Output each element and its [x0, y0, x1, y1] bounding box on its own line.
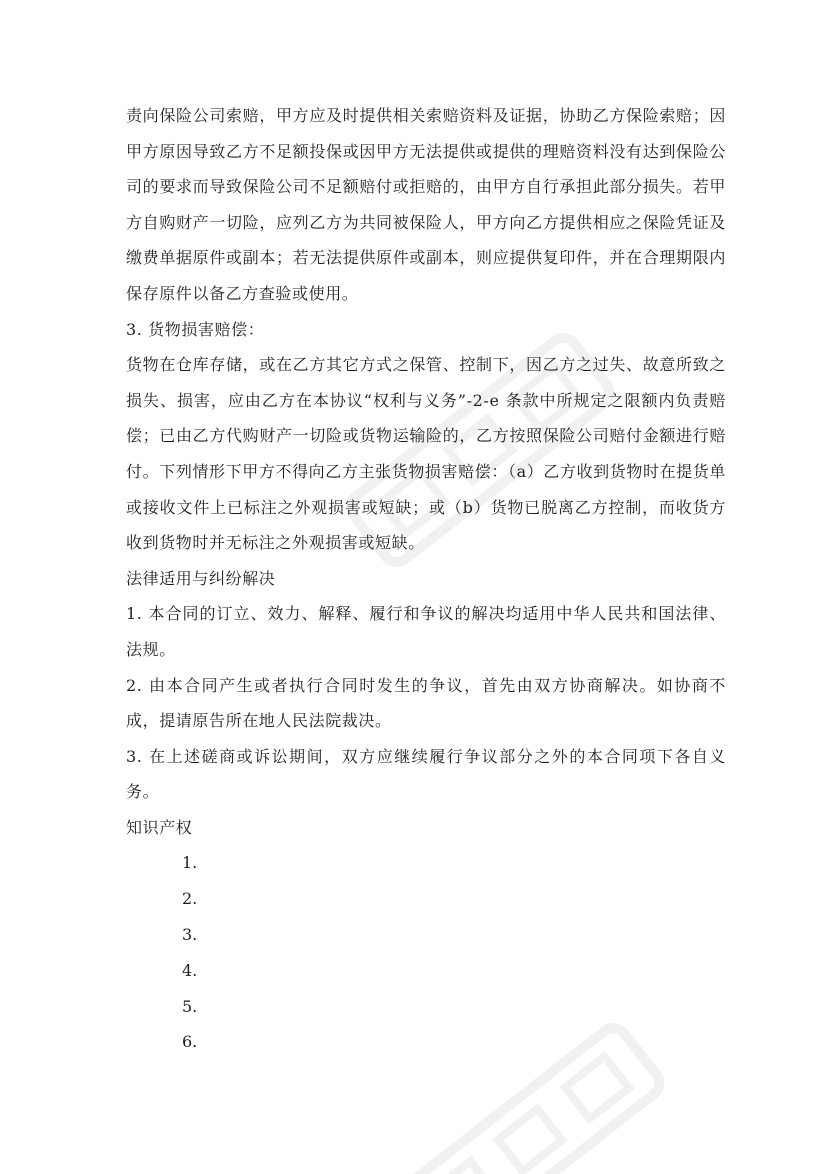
- insurance-claim-paragraph: 责向保险公司索赔，甲方应及时提供相关索赔资料及证据，协助乙方保险索赔；因甲方原因导致乙方不足额投保或因甲方无法提供或提供的理赔资料没有达到保险公司的要求而导致保险公司不足额赔付或拒赔的，由甲方自行承担此部分损失。若甲方自购财产一切险，应列乙方为共同被保险人，甲方向乙方提供相应之保险凭证及缴费单据原件或副本；若无法提供原件或副本，则应提供复印件，并在合理期限内保存原件以备乙方查验或使用。: [126, 106, 726, 303]
- list-item: 2.: [182, 889, 198, 909]
- goods-damage-paragraph: 货物在仓库存储，或在乙方其它方式之保管、控制下，因乙方之过失、故意所致之损失、损害，应由乙方在本协议“权利与义务”-2-e 条款中所规定之限额内负责赔偿；已由乙方代购财产一切险或货物运输险的，乙方按照保险公司赔付金额进行赔付。下列情形下甲方不得向乙方主张货物损害赔偿：（a）乙方收到货物时在提货单或接收文件上已标注之外观损害或短缺；或（b）货物已脱离乙方控制，而收货方收到货物时并无标注之外观损害或短缺。: [126, 355, 726, 553]
- law-item: 3. 在上述磋商或诉讼期间，双方应继续履行争议部分之外的本合同项下各自义务。: [126, 746, 726, 802]
- goods-damage-heading: 3. 货物损害赔偿：: [126, 319, 265, 339]
- law-section-title: 法律适用与纠纷解决: [126, 568, 276, 588]
- law-item: 2. 由本合同产生或者执行合同时发生的争议，首先由双方协商解决。如协商不成，提请原告所在地人民法院裁决。: [126, 675, 726, 731]
- list-item: 4.: [182, 960, 198, 980]
- law-item: 1. 本合同的订立、效力、解释、履行和争议的解决均适用中华人民共和国法律、法规。: [126, 604, 726, 659]
- list-item: 1.: [182, 853, 198, 873]
- list-item: 5.: [182, 996, 198, 1016]
- ip-section-title: 知识产权: [126, 817, 193, 837]
- list-item: 3.: [182, 925, 198, 945]
- list-item: 6.: [182, 1032, 198, 1052]
- ip-numbered-list: [126, 845, 726, 1060]
- document-body: [126, 98, 726, 1060]
